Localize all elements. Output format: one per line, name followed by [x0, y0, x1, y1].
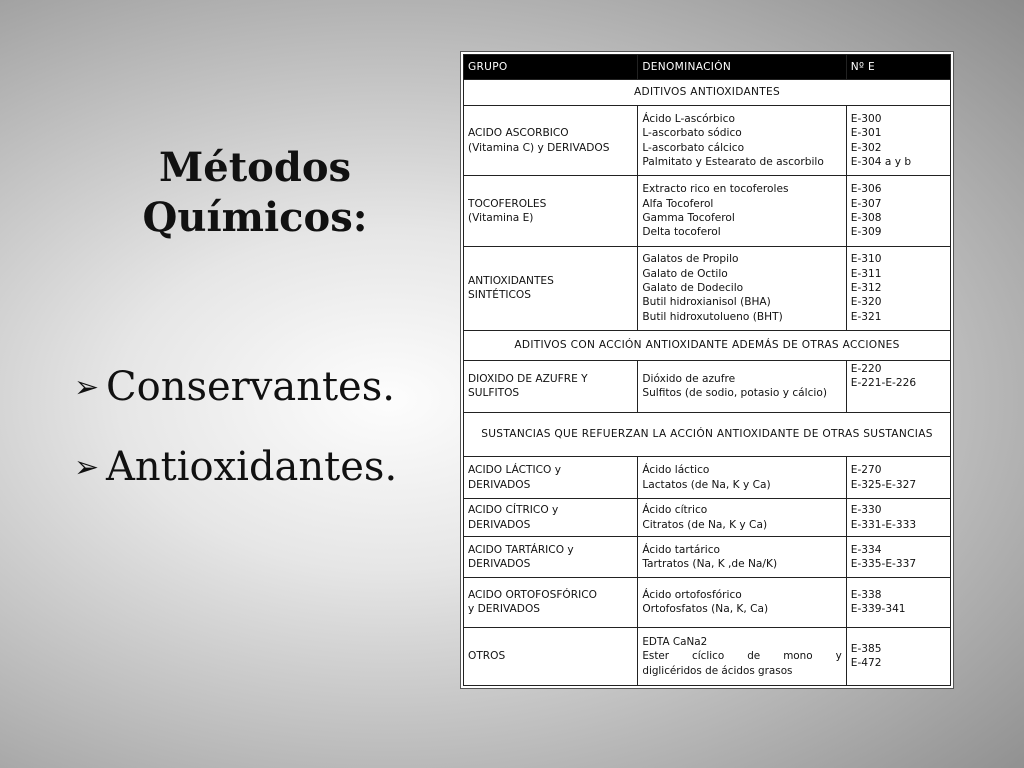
cell-text: E-307	[850, 197, 882, 210]
cell-text: Ácido ortofosfórico	[642, 588, 742, 601]
bullet-text: Antioxidantes.	[106, 444, 398, 490]
cell-grupo	[464, 176, 638, 246]
cell-text: E-221-E-226	[850, 377, 917, 390]
additives-table-frame	[460, 51, 954, 689]
cell-text: Ácido cítrico	[642, 504, 708, 517]
cell-text: E-302	[850, 141, 882, 154]
cell-text: (Vitamina C) y DERIVADOS	[468, 141, 610, 154]
bullet-list	[74, 360, 397, 520]
cell-text: ANTIOXIDANTES	[468, 274, 554, 287]
header-grupo: GRUPO	[464, 55, 638, 80]
slide-title-line-1: Métodos	[158, 144, 352, 191]
bullet-item-antioxidantes	[74, 440, 397, 494]
cell-text: DERIVADOS	[468, 518, 531, 531]
cell-ne	[846, 577, 950, 627]
cell-text: ACIDO LÁCTICO y	[468, 464, 562, 477]
table-row	[464, 360, 951, 412]
cell-text: E-270	[850, 464, 882, 477]
cell-text: E-335-E-337	[850, 558, 917, 570]
header-denominacion: DENOMINACIÓN	[638, 55, 846, 80]
bullet-item-conservantes	[74, 360, 397, 414]
cell-text: Alfa Tocoferol	[642, 197, 714, 210]
cell-text: DERIVADOS	[468, 478, 531, 491]
cell-text: DIOXIDO DE AZUFRE Y	[468, 373, 588, 386]
cell-text: OTROS	[468, 650, 506, 663]
cell-ne	[846, 246, 950, 330]
slide-title	[120, 143, 390, 243]
cell-text: TOCOFEROLES	[468, 197, 547, 210]
cell-denominacion	[638, 457, 846, 499]
cell-text: Palmitato y Estearato de ascorbilo	[642, 156, 824, 169]
table-row	[464, 537, 951, 577]
cell-text: diglicéridos de ácidos grasos	[642, 664, 793, 677]
cell-text: Butil hidroxutolueno (BHT)	[642, 310, 783, 323]
cell-denominacion	[638, 106, 846, 176]
cell-text: E-312	[850, 281, 882, 294]
cell-grupo	[464, 577, 638, 627]
cell-text: Sulfitos (de sodio, potasio y cálcio)	[642, 387, 827, 400]
cell-text: E-331-E-333	[850, 518, 917, 531]
arrow-bullet-icon: ➢	[74, 449, 100, 485]
cell-text: E-311	[850, 267, 882, 280]
cell-grupo	[464, 246, 638, 330]
cell-text: ACIDO CÍTRICO y	[468, 504, 559, 517]
cell-text: E-339-341	[850, 603, 906, 616]
cell-text: E-304 a y b	[850, 156, 912, 169]
cell-text: ACIDO TARTÁRICO y	[468, 543, 574, 556]
header-ne: Nº E	[846, 55, 950, 80]
cell-ne	[846, 627, 950, 685]
cell-denominacion	[638, 577, 846, 627]
cell-denominacion	[638, 627, 846, 685]
cell-grupo	[464, 457, 638, 499]
cell-text: y DERIVADOS	[468, 603, 541, 616]
cell-text: E-321	[850, 310, 882, 323]
cell-text: Galato de Octilo	[642, 267, 728, 280]
cell-denominacion	[638, 360, 846, 412]
table-row	[464, 577, 951, 627]
cell-text: E-472	[850, 657, 882, 670]
section-row	[464, 80, 951, 106]
bullet-text: Conservantes.	[106, 364, 395, 410]
cell-text: L-ascorbato cálcico	[642, 141, 745, 154]
cell-ne	[846, 176, 950, 246]
table-row	[464, 106, 951, 176]
section-title: SUSTANCIAS QUE REFUERZAN LA ACCIÓN ANTIOXIDANTE DE OTRAS SUSTANCIAS	[464, 413, 951, 457]
table-row	[464, 176, 951, 246]
cell-ne	[846, 360, 950, 412]
cell-text: EDTA CaNa2	[642, 635, 708, 648]
arrow-bullet-icon: ➢	[74, 369, 100, 405]
cell-text: Ester cíclico de mono y	[642, 650, 842, 663]
cell-grupo	[464, 360, 638, 412]
cell-text: ACIDO ORTOFOSFÓRICO	[468, 588, 597, 601]
cell-denominacion	[638, 499, 846, 537]
section-row	[464, 330, 951, 360]
cell-text: Lactatos (de Na, K y Ca)	[642, 478, 771, 491]
cell-text: Delta tocoferol	[642, 226, 721, 239]
cell-grupo	[464, 106, 638, 176]
section-row	[464, 413, 951, 457]
table-row	[464, 499, 951, 537]
table-row	[464, 246, 951, 330]
cell-text: Ácido láctico	[642, 464, 710, 477]
cell-ne	[846, 537, 950, 577]
cell-text: Gamma Tocoferol	[642, 211, 735, 224]
cell-text: E-325-E-327	[850, 478, 917, 491]
cell-text: E-300	[850, 112, 882, 125]
cell-text: Ácido L-ascórbico	[642, 112, 735, 125]
table-row	[464, 627, 951, 685]
cell-text: Galato de Dodecilo	[642, 281, 744, 294]
cell-text: E-330	[850, 504, 882, 517]
cell-text: SULFITOS	[468, 387, 520, 400]
section-title: ADITIVOS ANTIOXIDANTES	[464, 80, 951, 106]
cell-denominacion	[638, 246, 846, 330]
cell-ne	[846, 106, 950, 176]
cell-text: E-220	[850, 362, 882, 375]
cell-text: E-306	[850, 183, 882, 196]
cell-denominacion	[638, 176, 846, 246]
cell-text: L-ascorbato sódico	[642, 127, 742, 140]
cell-text: Citratos (de Na, K y Ca)	[642, 518, 768, 531]
cell-text: E-385	[850, 642, 882, 655]
cell-text: E-310	[850, 253, 882, 266]
cell-text: Butil hidroxianisol (BHA)	[642, 296, 771, 309]
table-row	[464, 457, 951, 499]
cell-text: DERIVADOS	[468, 558, 531, 570]
cell-text: E-334	[850, 543, 882, 556]
cell-text: Galatos de Propilo	[642, 253, 739, 266]
cell-text: Extracto rico en tocoferoles	[642, 183, 789, 196]
cell-grupo	[464, 499, 638, 537]
cell-text: E-338	[850, 588, 882, 601]
additives-table	[463, 54, 951, 686]
cell-text: E-320	[850, 296, 882, 309]
slide-title-line-2: Químicos:	[142, 194, 368, 241]
cell-text: Ácido tartárico	[642, 543, 720, 556]
table-header-row	[464, 55, 951, 80]
cell-text: (Vitamina E)	[468, 211, 534, 224]
cell-text: ACIDO ASCORBICO	[468, 127, 569, 140]
cell-text: E-301	[850, 127, 882, 140]
cell-ne	[846, 499, 950, 537]
section-title: ADITIVOS CON ACCIÓN ANTIOXIDANTE ADEMÁS DE OTRAS ACCIONES	[464, 330, 951, 360]
cell-text: E-309	[850, 226, 882, 239]
cell-ne	[846, 457, 950, 499]
cell-text: Dióxido de azufre	[642, 373, 736, 386]
cell-grupo	[464, 627, 638, 685]
cell-denominacion	[638, 537, 846, 577]
cell-text: Tartratos (Na, K ,de Na/K)	[642, 558, 778, 570]
cell-grupo	[464, 537, 638, 577]
cell-text: Ortofosfatos (Na, K, Ca)	[642, 603, 769, 616]
cell-text: SINTÉTICOS	[468, 289, 531, 302]
cell-text: E-308	[850, 211, 882, 224]
